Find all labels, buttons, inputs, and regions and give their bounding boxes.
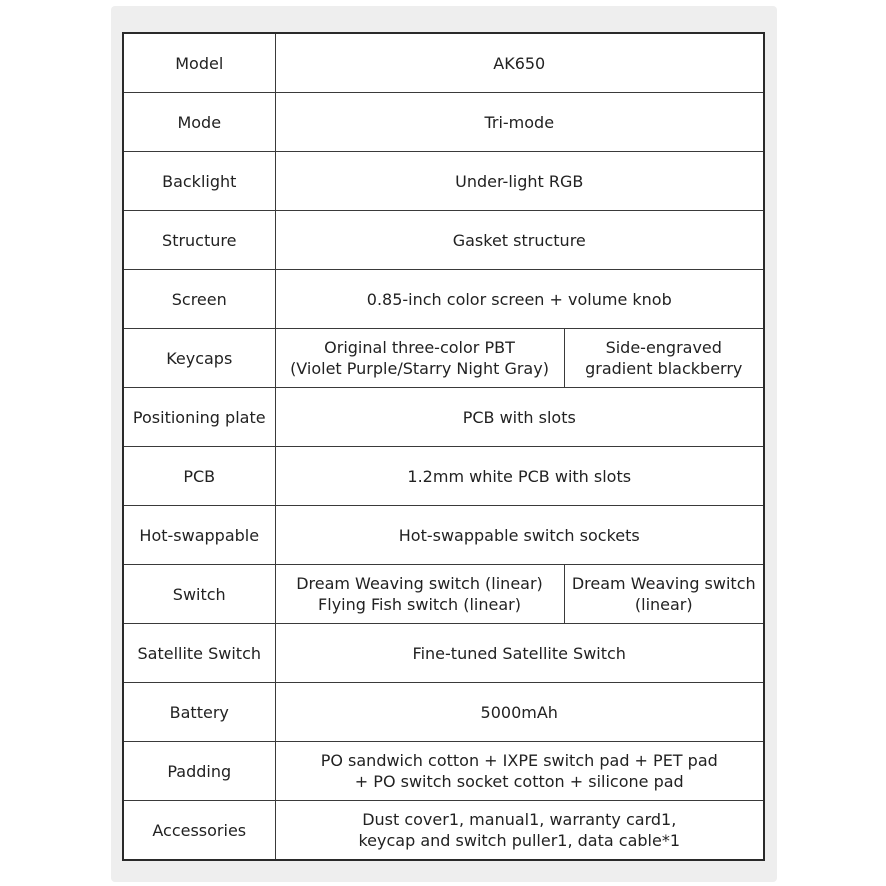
row-value: AK650 bbox=[275, 34, 763, 93]
table-row bbox=[124, 506, 763, 565]
table-row bbox=[124, 270, 763, 329]
row-label: Model bbox=[124, 34, 275, 93]
row-label: Structure bbox=[124, 211, 275, 270]
row-label: Satellite Switch bbox=[124, 624, 275, 683]
row-label: Positioning plate bbox=[124, 388, 275, 447]
table-row bbox=[124, 34, 763, 93]
table-row bbox=[124, 152, 763, 211]
value-line: + PO switch socket cotton + silicone pad bbox=[354, 772, 684, 791]
row-label: Keycaps bbox=[124, 329, 275, 388]
row-value: Tri-mode bbox=[275, 93, 763, 152]
row-value bbox=[275, 801, 763, 860]
row-value: 0.85-inch color screen + volume knob bbox=[275, 270, 763, 329]
table-row bbox=[124, 624, 763, 683]
table-row bbox=[124, 388, 763, 447]
spec-sheet bbox=[122, 32, 765, 861]
row-value: Hot-swappable switch sockets bbox=[275, 506, 763, 565]
row-value: Fine-tuned Satellite Switch bbox=[275, 624, 763, 683]
value-line: PO sandwich cotton + IXPE switch pad + PET pad bbox=[320, 751, 718, 770]
value-line: (Violet Purple/Starry Night Gray) bbox=[290, 359, 549, 378]
row-value: 5000mAh bbox=[275, 683, 763, 742]
row-label: Backlight bbox=[124, 152, 275, 211]
row-value bbox=[275, 742, 763, 801]
row-value: Under-light RGB bbox=[275, 152, 763, 211]
value-line: Dream Weaving switch (linear) bbox=[296, 574, 543, 593]
spec-table bbox=[124, 34, 763, 859]
value-line: Original three-color PBT bbox=[324, 338, 515, 357]
row-label: Accessories bbox=[124, 801, 275, 860]
row-value: 1.2mm white PCB with slots bbox=[275, 447, 763, 506]
row-label: Screen bbox=[124, 270, 275, 329]
row-value-left bbox=[275, 565, 564, 624]
row-label: Battery bbox=[124, 683, 275, 742]
table-row bbox=[124, 93, 763, 152]
table-row bbox=[124, 801, 763, 860]
table-row bbox=[124, 329, 763, 388]
table-row bbox=[124, 565, 763, 624]
value-line: gradient blackberry bbox=[585, 359, 743, 378]
row-value: PCB with slots bbox=[275, 388, 763, 447]
table-row bbox=[124, 447, 763, 506]
table-row bbox=[124, 211, 763, 270]
row-label: Mode bbox=[124, 93, 275, 152]
row-label: Switch bbox=[124, 565, 275, 624]
row-label: Padding bbox=[124, 742, 275, 801]
value-line: keycap and switch puller1, data cable*1 bbox=[358, 831, 680, 850]
table-row bbox=[124, 742, 763, 801]
value-line: Dust cover1, manual1, warranty card1, bbox=[362, 810, 677, 829]
row-value-left bbox=[275, 329, 564, 388]
row-value-right bbox=[564, 565, 763, 624]
row-label: PCB bbox=[124, 447, 275, 506]
value-line: (linear) bbox=[634, 595, 693, 614]
row-value: Gasket structure bbox=[275, 211, 763, 270]
row-label: Hot-swappable bbox=[124, 506, 275, 565]
value-line: Side-engraved bbox=[605, 338, 722, 357]
value-line: Dream Weaving switch bbox=[571, 574, 756, 593]
value-line: Flying Fish switch (linear) bbox=[318, 595, 521, 614]
table-row bbox=[124, 683, 763, 742]
row-value-right bbox=[564, 329, 763, 388]
